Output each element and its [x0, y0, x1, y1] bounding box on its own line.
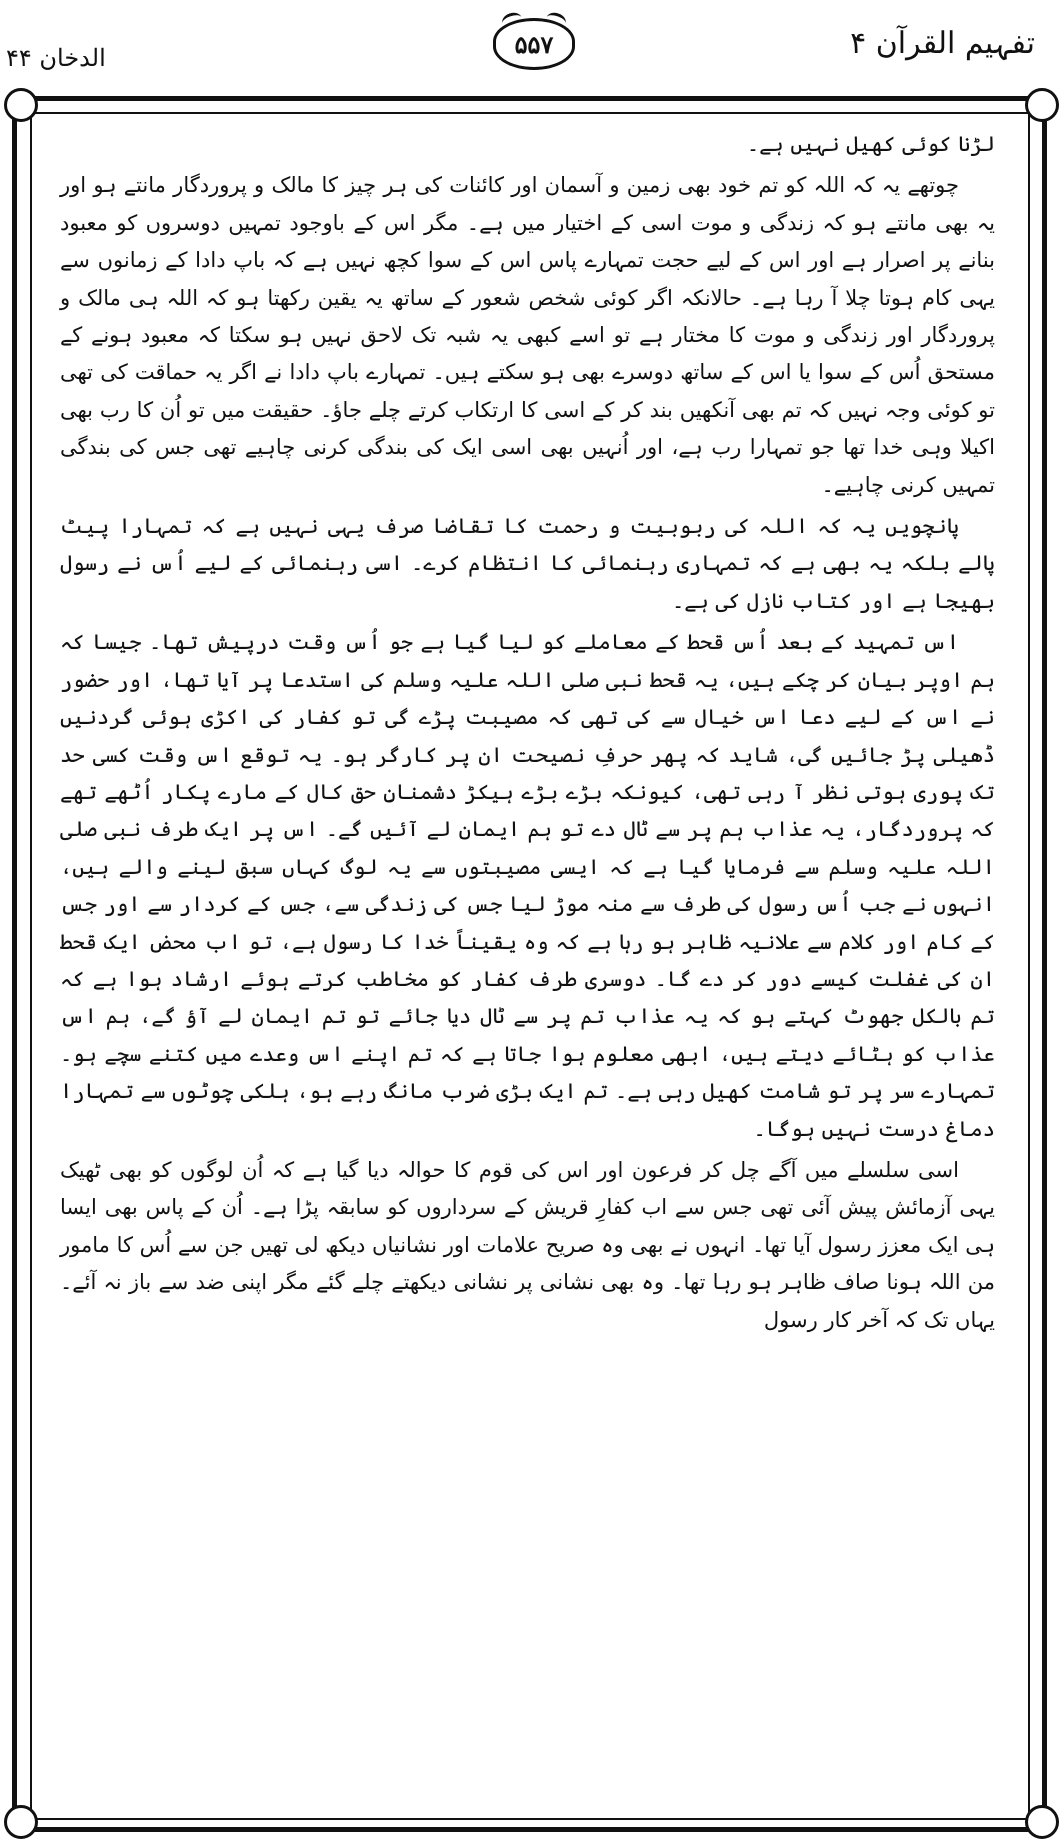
paragraph: پانچویں یہ کہ اللہ کی ربوبیت و رحمت کا تقاضا صرف یہی نہیں ہے کہ تمہارا پیٹ پالے بلکہ یہ بھی ہے کہ تمہاری رہنمائی کا انتظام کرے۔ اسی رہنمائی کے لیے اُس نے رسول بھیجا ہے اور کتاب نازل کی ہے۔ — [60, 514, 995, 613]
paragraph: چوتھے یہ کہ اللہ کو تم خود بھی زمین و آسمان اور کائنات کی ہر چیز کا مالک و پروردگار مانتے ہو اور یہ بھی مانتے ہو کہ زندگی و موت اسی کے اختیار میں ہے۔ مگر اس کے باوجود تمہیں دوسروں کو معبود بنانے پر اصرار ہے اور اس کے لیے حجت تمہارے پاس اس کے سوا کچھ نہیں ہے کہ باپ دادا کے زمانوں سے یہی کام ہوتا چلا آ رہا ہے۔ حالانکہ اگر کوئی شخص شعور کے ساتھ یہ یقین رکھتا ہو کہ اللہ ہی مالک و پروردگار اور زندگی و موت کا مختار ہے تو اسے کبھی یہ شبہ تک لاحق نہیں ہو سکتا کہ معبود ہونے کے مستحق اُس کے سوا یا اس کے ساتھ دوسرے بھی ہو سکتے ہیں۔ تمہارے باپ دادا نے اگر یہ حماقت کی تھی تو کوئی وجہ نہیں کہ تم بھی آنکھیں بند کر کے اسی کا ارتکاب کرتے چلے جاؤ۔ حقیقت میں تو اُن کا رب بھی اکیلا وہی خدا تھا جو تمہارا رب ہے، اور اُنہیں بھی اسی ایک کی بندگی کرنی چاہیے تھی جس کی بندگی تمہیں کرنی چاہیے۔ — [60, 173, 995, 497]
paragraph: اس تمہید کے بعد اُس قحط کے معاملے کو لیا گیا ہے جو اُس وقت درپیش تھا۔ جیسا کہ ہم اوپر بیان کر چکے ہیں، یہ قحط نبی صلی اللہ علیہ وسلم کی استدعا پر آیا تھا، اور حضور نے اس کے لیے دعا اس خیال سے کی تھی کہ مصیبت پڑے گی تو کفار کی اکڑی ہوئی گردنیں ڈھیلی پڑ جائیں گی، شاید کہ پھر حرفِ نصیحت ان پر کارگر ہو۔ یہ توقع اس وقت کسی حد تک پوری ہوتی نظر آ رہی تھی، کیونکہ بڑے بڑے ہیکڑ دشمنانِ حق کال کے مارے پکار اُٹھے تھے کہ پروردگار، یہ عذاب ہم پر سے ٹال دے تو ہم ایمان لے آئیں گے۔ اس پر ایک طرف نبی صلی اللہ علیہ وسلم سے فرمایا گیا ہے کہ ایسی مصیبتوں سے یہ لوگ کہاں سبق لینے والے ہیں، انہوں نے جب اُس رسول کی طرف سے منہ موڑ لیا جس کی زندگی سے، جس کے کردار سے اور جس کے کام اور کلام سے علانیہ ظاہر ہو رہا ہے کہ وہ یقیناً خدا کا رسول ہے، تو اب محض ایک قحط ان کی غفلت کیسے دور کر دے گا۔ دوسری طرف کفار کو مخاطب کرتے ہوئے ارشاد ہوا ہے کہ تم بالکل جھوٹ کہتے ہو کہ یہ عذاب تم پر سے ٹال دیا جائے تو تم ایمان لے آؤ گے، ہم اس عذاب کو ہٹائے دیتے ہیں، ابھی معلوم ہوا جاتا ہے کہ تم اپنے اس وعدے میں کتنے سچے ہو۔ تمہارے سر پر تو شامت کھیل رہی ہے۔ تم ایک بڑی ضرب مانگ رہے ہو، ہلکی چوٹوں سے تمہارا دماغ درست نہیں ہوگا۔ — [60, 630, 995, 1141]
page-number-badge — [493, 18, 575, 70]
surah-label: الدخان ۴۴ — [6, 44, 106, 72]
corner-ornament-icon — [1025, 1805, 1059, 1839]
corner-ornament-icon — [4, 1805, 38, 1839]
book-title: تفہیم القرآن ۴ — [850, 26, 1035, 61]
page-header — [0, 0, 1063, 90]
paragraph: اسی سلسلے میں آگے چل کر فرعون اور اس کی قوم کا حوالہ دیا گیا ہے کہ اُن لوگوں کو بھی ٹھیک یہی آزمائش پیش آئی تھی جس سے اب کفارِ قریش کے سرداروں کو سابقہ پڑا ہے۔ اُن کے پاس بھی ایسا ہی ایک معزز رسول آیا تھا۔ انہوں نے بھی وہ صریح علامات اور نشانیاں دیکھ لی تھیں جن سے اُس کا مامور من اللہ ہونا صاف ظاہر ہو رہا تھا۔ وہ بھی نشانی پر نشانی دیکھتے چلے گئے مگر اپنی ضد سے باز نہ آئے۔ یہاں تک کہ آخر کار رسول — [60, 1157, 995, 1332]
page-body — [60, 126, 995, 1339]
corner-ornament-icon — [4, 88, 38, 122]
page-number: ۵۵۷ — [514, 29, 554, 59]
corner-ornament-icon — [1025, 88, 1059, 122]
paragraph: لڑنا کوئی کھیل نہیں ہے۔ — [746, 132, 995, 156]
